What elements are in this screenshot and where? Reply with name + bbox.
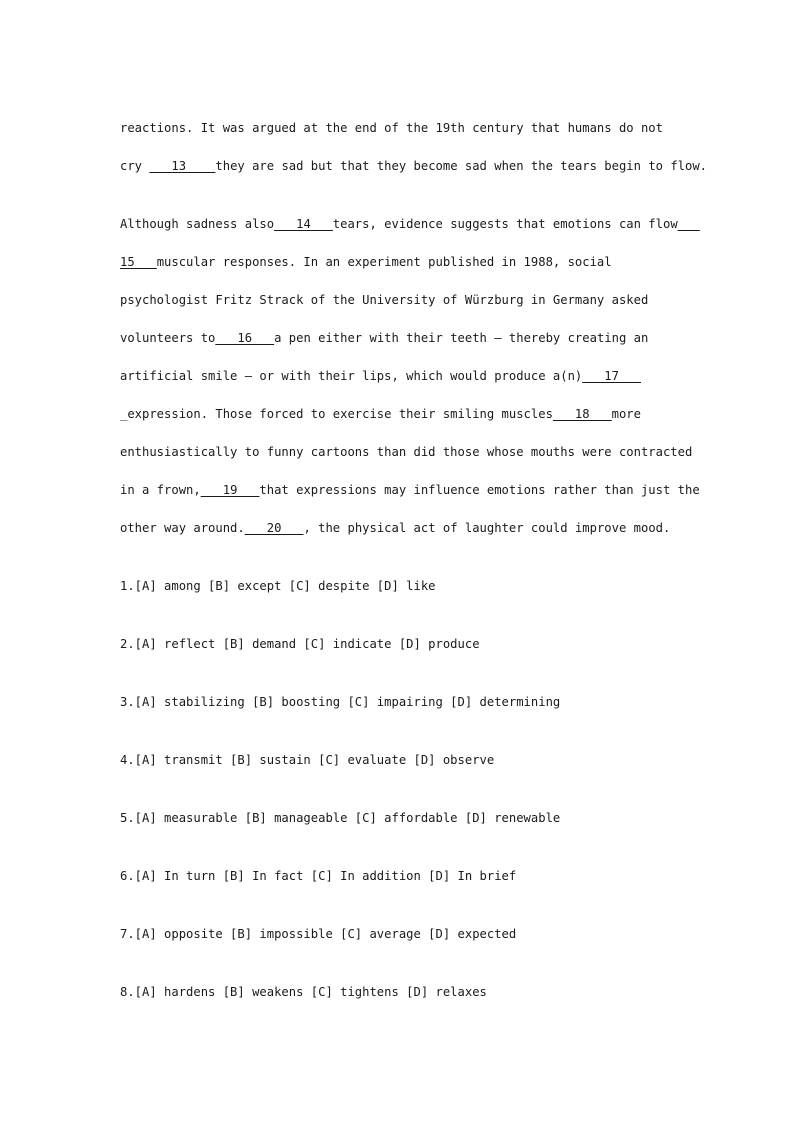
text-segment: tears, evidence suggests that emotions can flow (332, 217, 678, 231)
text-segment: they are sad but that they become sad when the tears begin to flow. (215, 159, 708, 173)
option-item: 8.[A] hardens [B] weakens [C] tightens [D] relaxes (120, 985, 487, 999)
text-segment: other way around. (120, 521, 245, 535)
text-segment: more (611, 407, 641, 421)
passage-line (120, 120, 663, 136)
text-segment: reactions. It was argued at the end of the 19th century that humans do not (120, 121, 663, 135)
option-item: 3.[A] stabilizing [B] boosting [C] impairing [D] determining (120, 695, 561, 709)
text-segment: Although sadness also (120, 217, 275, 231)
option-item: 7.[A] opposite [B] impossible [C] average [D] expected (120, 927, 517, 941)
passage-line (120, 292, 648, 308)
blank-field: ___20___ (244, 521, 304, 535)
blank-field: ___ (677, 217, 700, 231)
text-segment: psychologist Fritz Strack of the University of Würzburg in Germany asked (120, 293, 649, 307)
blank-field: ___18___ (552, 407, 612, 421)
blank-field: ___16___ (215, 331, 275, 345)
option-item: 5.[A] measurable [B] manageable [C] affordable [D] renewable (120, 811, 561, 825)
option-item: 4.[A] transmit [B] sustain [C] evaluate [D] observe (120, 753, 495, 767)
option-item: 1.[A] among [B] except [C] despite [D] like (120, 579, 436, 593)
passage-line (120, 482, 700, 498)
passage-line (120, 158, 707, 174)
text-segment: muscular responses. In an experiment published in 1988, social (156, 255, 612, 269)
text-segment: in a frown, (120, 483, 201, 497)
text-segment: that expressions may influence emotions rather than just the (259, 483, 700, 497)
blank-field: ___14___ (274, 217, 333, 231)
text-segment: artificial smile – or with their lips, which would produce a(n) (120, 369, 583, 383)
text-segment: a pen either with their teeth – thereby creating an (274, 331, 649, 345)
text-segment: enthusiastically to funny cartoons than did those whose mouths were contracted (120, 445, 693, 459)
blank-field: ___17___ (582, 369, 641, 383)
passage-line (120, 330, 648, 346)
passage-line (120, 406, 641, 422)
blank-field: ___19___ (200, 483, 260, 497)
text-segment: cry (120, 159, 150, 173)
blank-field: ___13____ (149, 159, 216, 173)
text-segment: volunteers to (120, 331, 216, 345)
text-segment: _expression. Those forced to exercise their smiling muscles (120, 407, 553, 421)
passage-line (120, 216, 700, 232)
option-item: 6.[A] In turn [B] In fact [C] In addition [D] In brief (120, 869, 517, 883)
passage-line (120, 368, 641, 384)
passage-line (120, 520, 670, 536)
blank-field: 15___ (120, 255, 157, 269)
passage-line (120, 444, 692, 460)
passage-line (120, 254, 612, 270)
option-item: 2.[A] reflect [B] demand [C] indicate [D] produce (120, 637, 480, 651)
text-segment: , the physical act of laughter could improve mood. (303, 521, 671, 535)
